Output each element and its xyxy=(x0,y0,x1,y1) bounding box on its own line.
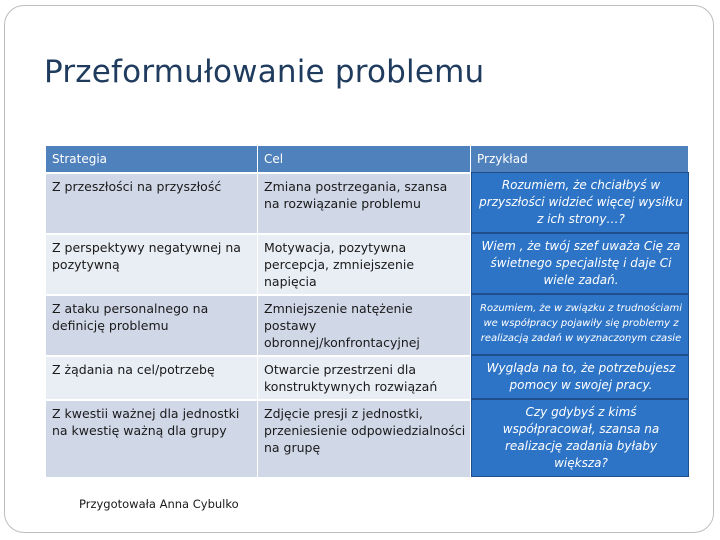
strategy-cell: Z przeszłości na przyszłość xyxy=(46,172,258,233)
example-cell: Wiem , że twój szef uważa Cię za świetnego specjalistę i daje Ci wiele zadań. xyxy=(471,233,689,294)
goal-cell: Motywacja, pozytywna percepcja, zmniejszenie napięcia xyxy=(258,233,471,294)
example-cell: Rozumiem, że w związku z trudnościami we współpracy pojawiły się problemy z realizacją zadań w wyznaczonym czasie xyxy=(471,294,689,355)
strategy-cell: Z perspektywy negatywnej na pozytywną xyxy=(46,233,258,294)
goal-cell: Zmniejszenie natężenie postawy obronnej/konfrontacyjnej xyxy=(258,294,471,355)
goal-cell: Otwarcie przestrzeni dla konstruktywnych rozwiązań xyxy=(258,355,471,399)
strategy-cell: Z żądania na cel/potrzebę xyxy=(46,355,258,399)
example-cell: Wygląda na to, że potrzebujesz pomocy w swojej pracy. xyxy=(471,355,689,399)
example-cell: Rozumiem, że chciałbyś w przyszłości widzieć więcej wysiłku z ich strony…? xyxy=(471,172,689,233)
table-row xyxy=(46,355,689,399)
header-goal: Cel xyxy=(258,146,471,172)
example-cell: Czy gdybyś z kimś współpracował, szansa na realizację zadania byłaby większa? xyxy=(471,399,689,477)
table-row xyxy=(46,172,689,233)
author-credit: Przygotowała Anna Cybulko xyxy=(79,497,239,511)
table-header-row xyxy=(46,146,689,172)
table-row xyxy=(46,233,689,294)
strategy-table xyxy=(46,146,689,477)
strategy-cell: Z ataku personalnego na definicję problemu xyxy=(46,294,258,355)
strategy-cell: Z kwestii ważnej dla jednostki na kwestię ważną dla grupy xyxy=(46,399,258,477)
goal-cell: Zmiana postrzegania, szansa na rozwiązanie problemu xyxy=(258,172,471,233)
table-row xyxy=(46,294,689,355)
header-strategy: Strategia xyxy=(46,146,258,172)
slide-title: Przeformułowanie problemu xyxy=(44,54,485,90)
header-example: Przykład xyxy=(471,146,689,172)
goal-cell: Zdjęcie presji z jednostki, przeniesienie odpowiedzialności na grupę xyxy=(258,399,471,477)
table-row xyxy=(46,399,689,477)
